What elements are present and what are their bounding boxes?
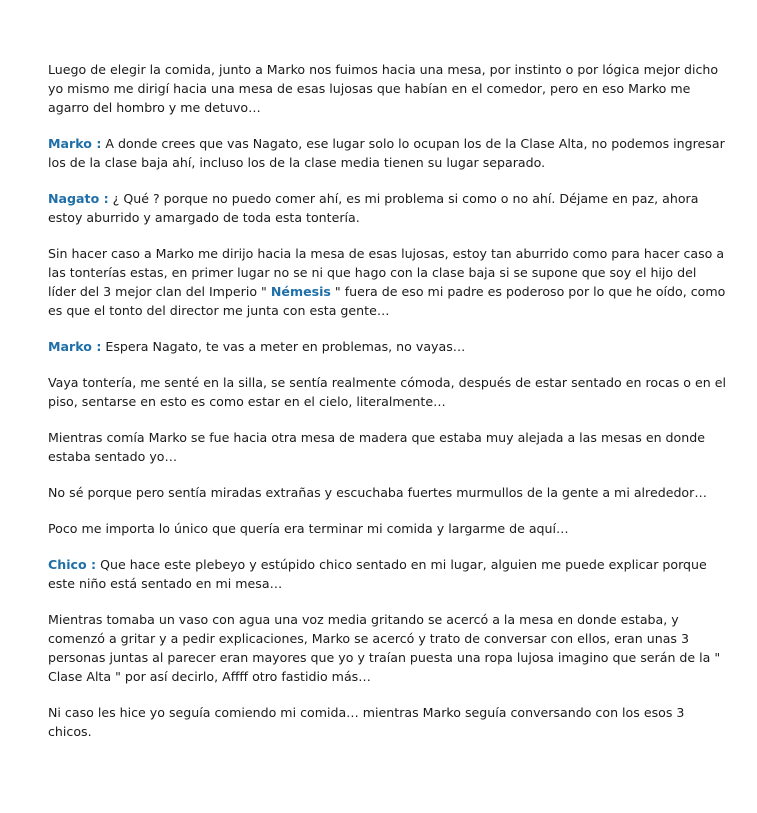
document-page (48, 60, 728, 758)
paragraph-text: Mientras comía Marko se fue hacia otra mesa de madera que estaba muy alejada a las mesas en donde estaba sentado yo… (48, 430, 705, 464)
speaker-name: Marko : (48, 339, 102, 354)
narration-paragraph (48, 483, 728, 502)
dialogue-paragraph (48, 134, 728, 172)
dialogue-text: Que hace este plebeyo y estúpido chico sentado en mi lugar, alguien me puede explicar porque este niño está sentado en mi mesa… (48, 557, 707, 591)
dialogue-text: Espera Nagato, te vas a meter en problemas, no vayas… (101, 339, 466, 354)
narration-paragraph (48, 60, 728, 117)
paragraph-text: Luego de elegir la comida, junto a Marko nos fuimos hacia una mesa, por instinto o por lógica mejor dicho yo mismo me dirigí hacia una mesa de esas lujosas que habían en el comedor, pero en eso Marko me agarro del hombro y me detuvo… (48, 62, 719, 115)
paragraph-text: Sin hacer caso a Marko me dirijo hacia la mesa de esas lujosas, estoy tan aburrido como para hacer caso a las tonterías estas, en primer lugar no se ni que hago con la clase baja si se supone que soy el hijo del líder del 3 mejor clan del Imperio " (48, 246, 725, 299)
dialogue-text: ¿ Qué ? porque no puedo comer ahí, es mi problema si como o no ahí. Déjame en paz, ahora estoy aburrido y amargado de toda esta tontería. (48, 191, 699, 225)
narration-paragraph (48, 244, 728, 320)
paragraph-text: Poco me importa lo único que quería era terminar mi comida y largarme de aquí… (48, 521, 569, 536)
dialogue-paragraph (48, 189, 728, 227)
dialogue-text: A donde crees que vas Nagato, ese lugar solo lo ocupan los de la Clase Alta, no podemos ingresar los de la clase baja ahí, incluso los de la clase media tienen su lugar separado. (48, 136, 725, 170)
narration-paragraph (48, 428, 728, 466)
narration-paragraph (48, 610, 728, 686)
paragraph-text: Mientras tomaba un vaso con agua una voz media gritando se acercó a la mesa en donde estaba, y comenzó a gritar y a pedir explicaciones, Marko se acercó y trato de conversar con ellos, eran unas 3 personas juntas al parecer eran mayores que yo y traían puesta una ropa lujosa imagino que serán de la " Clase Alta " por así decirlo, Affff otro fastidio más… (48, 612, 721, 684)
highlighted-term: Némesis (270, 284, 331, 299)
paragraph-text: No sé porque pero sentía miradas extrañas y escuchaba fuertes murmullos de la gente a mi alrededor… (48, 485, 707, 500)
paragraph-text: Ni caso les hice yo seguía comiendo mi comida… mientras Marko seguía conversando con los esos 3 chicos. (48, 705, 685, 739)
speaker-name: Nagato : (48, 191, 109, 206)
speaker-name: Chico : (48, 557, 97, 572)
paragraph-text: Vaya tontería, me senté en la silla, se sentía realmente cómoda, después de estar sentado en rocas o en el piso, sentarse en esto es como estar en el cielo, literalmente… (48, 375, 726, 409)
dialogue-paragraph (48, 337, 728, 356)
narration-paragraph (48, 519, 728, 538)
speaker-name: Marko : (48, 136, 102, 151)
narration-paragraph (48, 703, 728, 741)
paragraph-text: " fuera de eso mi padre es poderoso por lo que he oído, como es que el tonto del director me junta con esta gente… (48, 284, 726, 318)
narration-paragraph (48, 373, 728, 411)
dialogue-paragraph (48, 555, 728, 593)
